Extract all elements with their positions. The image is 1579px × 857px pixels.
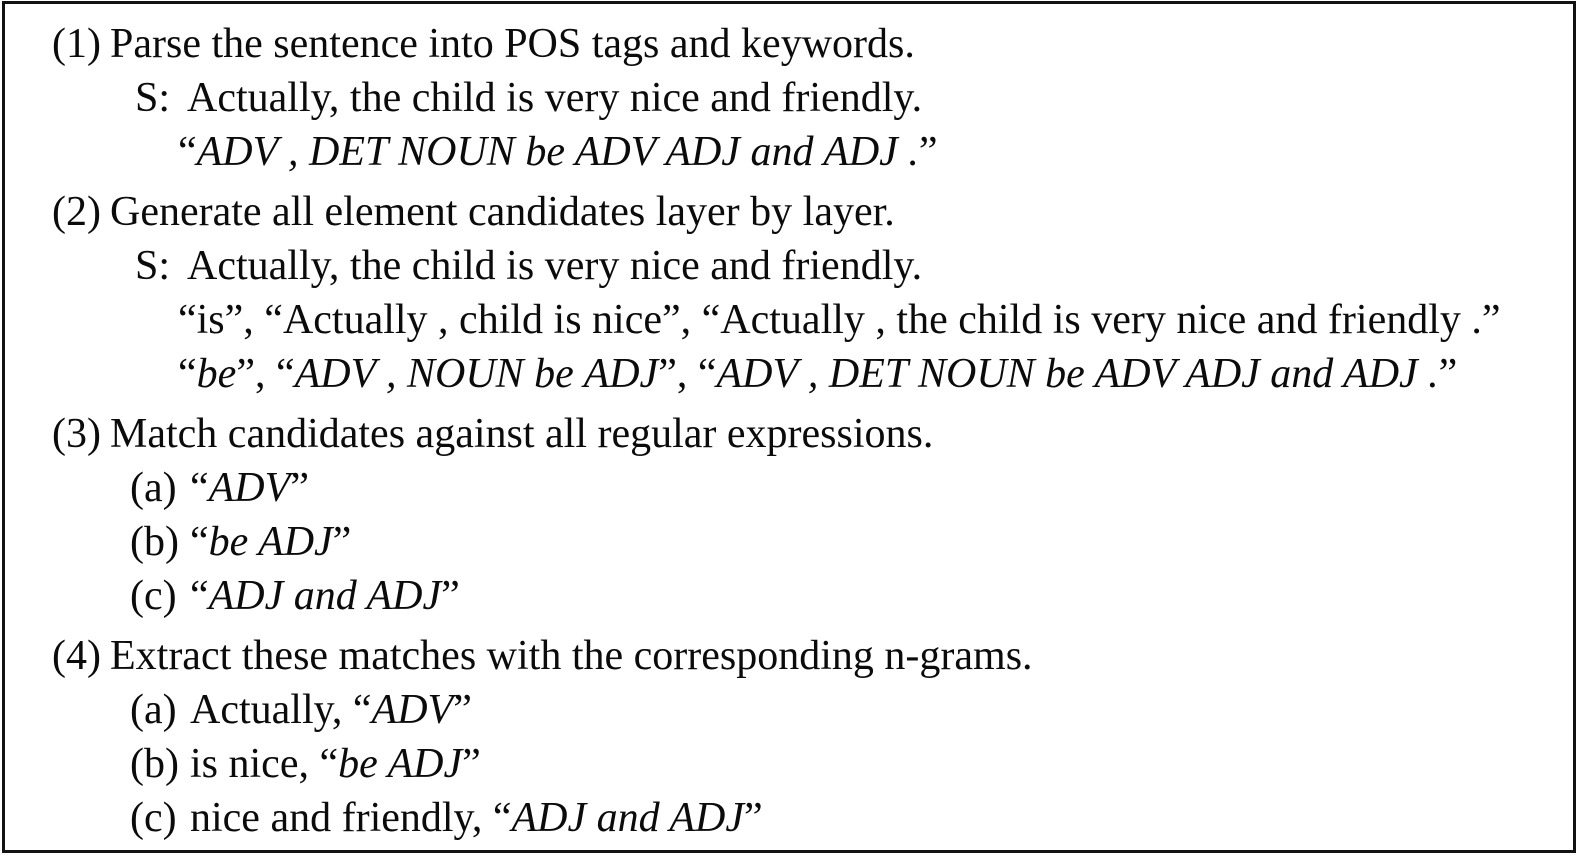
- line-label: S:: [135, 243, 171, 289]
- plain-text: Actually, the child is very nice and friendly.: [187, 75, 923, 121]
- pattern-line: [0, 293, 1579, 347]
- pos-pattern-text: ADV , DET NOUN be ADV ADJ and ADJ .: [196, 129, 919, 175]
- list-item-1: [0, 17, 1579, 179]
- pattern-line: [0, 125, 1579, 179]
- line-label: (a): [130, 687, 177, 733]
- pos-pattern-text: ADV: [208, 465, 291, 511]
- line-label: (c): [130, 573, 177, 619]
- pos-pattern-text: be: [196, 351, 237, 397]
- match-line: [0, 515, 1579, 569]
- item-heading-text: Match candidates against all regular expressions.: [110, 411, 934, 457]
- match-line: [0, 461, 1579, 515]
- plain-text: ”: [441, 573, 460, 619]
- plain-text: “: [190, 465, 209, 511]
- plain-text: ”: [1438, 351, 1458, 397]
- list-item-4: [0, 629, 1579, 845]
- pos-pattern-text: ADV , DET NOUN be ADV ADJ and ADJ .: [716, 351, 1439, 397]
- plain-text: Actually, “: [190, 687, 372, 733]
- plain-text: ”: [332, 519, 352, 565]
- list-item-3: [0, 407, 1579, 623]
- item-heading-text: Parse the sentence into POS tags and keywords.: [110, 21, 915, 67]
- plain-text: “is”, “Actually , child is nice”, “Actually , the child is very nice and friendly .”: [178, 297, 1501, 343]
- item-heading: [0, 17, 1579, 71]
- match-line: [0, 737, 1579, 791]
- list-item-2: [0, 185, 1579, 401]
- plain-text: ”: [918, 129, 938, 175]
- match-line: [0, 791, 1579, 845]
- item-number: (4): [52, 633, 101, 679]
- pos-pattern-text: be ADJ: [208, 519, 333, 565]
- item-heading: [0, 629, 1579, 683]
- sentence-line: [0, 71, 1579, 125]
- plain-text: “: [178, 351, 197, 397]
- plain-text: “: [190, 519, 209, 565]
- plain-text: ”: [453, 687, 472, 733]
- plain-text: nice and friendly, “: [190, 795, 512, 841]
- match-line: [0, 683, 1579, 737]
- pos-pattern-text: be ADJ: [338, 741, 463, 787]
- pos-pattern-text: ADJ and ADJ: [208, 573, 442, 619]
- plain-text: “: [190, 573, 209, 619]
- item-heading: [0, 185, 1579, 239]
- figure-content: [0, 17, 1579, 845]
- pattern-line: [0, 347, 1579, 401]
- plain-text: ”: [743, 795, 763, 841]
- line-label: (b): [130, 741, 179, 787]
- plain-text: ”: [462, 741, 481, 787]
- pos-pattern-text: ADV , NOUN be ADJ: [294, 351, 659, 397]
- line-label: (a): [130, 465, 177, 511]
- item-number: (3): [52, 411, 101, 457]
- sentence-line: [0, 239, 1579, 293]
- plain-text: “: [178, 129, 197, 175]
- plain-text: is nice, “: [190, 741, 339, 787]
- item-number: (1): [52, 21, 101, 67]
- line-label: S:: [135, 75, 171, 121]
- item-heading-text: Generate all element candidates layer by layer.: [110, 189, 895, 235]
- line-label: (b): [130, 519, 179, 565]
- plain-text: ”, “: [236, 351, 295, 397]
- pos-pattern-text: ADV: [371, 687, 454, 733]
- item-heading: [0, 407, 1579, 461]
- plain-text: ”, “: [658, 351, 717, 397]
- item-number: (2): [52, 189, 101, 235]
- pos-pattern-text: ADJ and ADJ: [511, 795, 744, 841]
- match-line: [0, 569, 1579, 623]
- plain-text: ”: [290, 465, 309, 511]
- plain-text: Actually, the child is very nice and friendly.: [187, 243, 923, 289]
- item-heading-text: Extract these matches with the corresponding n-grams.: [110, 633, 1033, 679]
- line-label: (c): [130, 795, 177, 841]
